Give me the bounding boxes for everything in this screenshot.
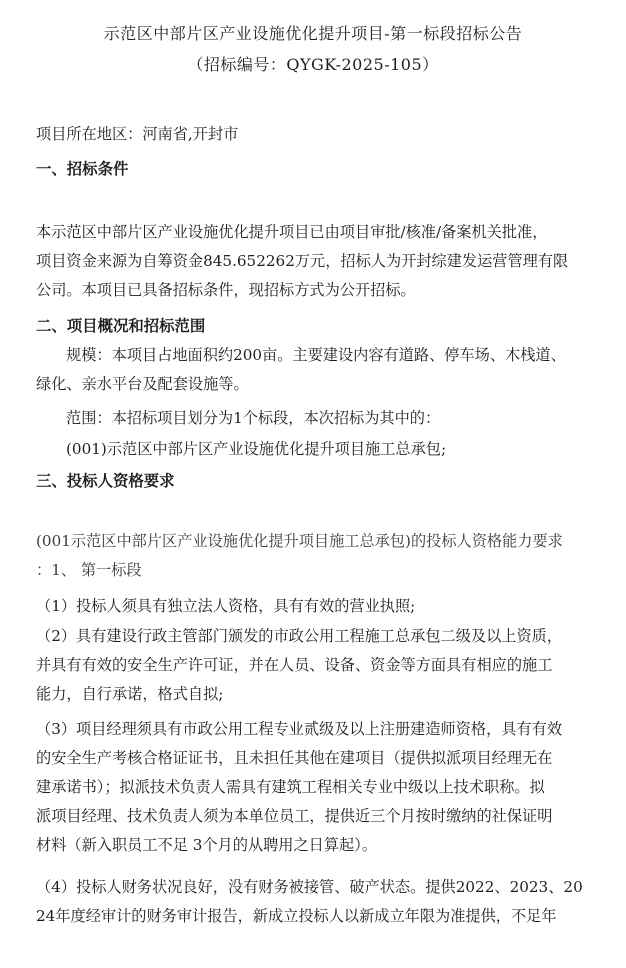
paragraph-line: （3）项目经理须具有市政公用工程专业贰级及以上注册建造师资格，具有有效 [36,720,563,738]
paragraph-line: 绿化、亲水平台及配套设施等。 [36,375,249,393]
requirement-3 [36,715,596,860]
paragraph-line: 能力，自行承诺，格式自拟; [36,685,224,703]
document-title: 示范区中部片区产业设施优化提升项目-第一标段招标公告 [103,24,523,43]
paragraph-line: （2）具有建设行政主管部门颁发的市政公用工程施工总承包二级及以上资质， [36,627,563,645]
requirement-1: （1）投标人须具有独立法人资格，具有有效的营业执照; [36,597,416,615]
paragraph-line: 公司。本项目已具备招标条件，现招标方式为公开招标。 [36,281,416,299]
bidding-conditions-paragraph [36,218,596,305]
paragraph-line: 派项目经理、技术负责人须为本单位员工，提供近三个月按时缴纳的社保证明 [36,807,553,825]
paragraph-line: 的安全生产考核合格证证书，且未担任其他在建项目（提供拟派项目经理无在 [36,749,553,767]
qualification-intro [36,527,596,585]
project-scope: 范围：本招标项目划分为1个标段，本次招标为其中的： [66,409,441,427]
requirement-4 [36,873,596,931]
package-item: (001)示范区中部片区产业设施优化提升项目施工总承包; [66,440,447,458]
paragraph-line: 24年度经审计的财务审计报告，新成立投标人以新成立年限为准提供，不足年 [36,907,557,925]
paragraph-line: (001示范区中部片区产业设施优化提升项目施工总承包)的投标人资格能力要求 [36,532,563,550]
paragraph-line: 项目资金来源为自筹资金845.652262万元，招标人为开封综建发运营管理有限 [36,252,569,270]
tender-code: （招标编号：QYGK-2025-105） [187,55,439,74]
paragraph-line: （4）投标人财务状况良好，没有财务被接管、破产状态。提供2022、2023、20 [36,878,583,896]
paragraph-line: 建承诺书）；拟派技术负责人需具有建筑工程相关专业中级以上技术职称。拟 [36,778,545,796]
requirement-2 [36,622,596,709]
paragraph-line: ：1、 第一标段 [36,561,142,579]
paragraph-line: 材料（新入职员工不足 3个月的从聘用之日算起）。 [36,836,378,854]
section-heading-project-overview: 二、项目概况和招标范围 [36,317,206,335]
paragraph-line: 本示范区中部片区产业设施优化提升项目已由项目审批/核准/备案机关批准， [36,223,548,241]
project-location: 项目所在地区：河南省,开封市 [36,125,239,143]
paragraph-line: 并具有有效的安全生产许可证，并在人员、设备、资金等方面具有相应的施工 [36,656,553,674]
paragraph-line: 规模：本项目占地面积约200亩。主要建设内容有道路、停车场、木栈道、 [66,346,566,364]
section-heading-bidder-qualification: 三、投标人资格要求 [36,472,175,490]
project-scale-paragraph [36,341,596,399]
section-heading-bidding-conditions: 一、招标条件 [36,160,129,178]
